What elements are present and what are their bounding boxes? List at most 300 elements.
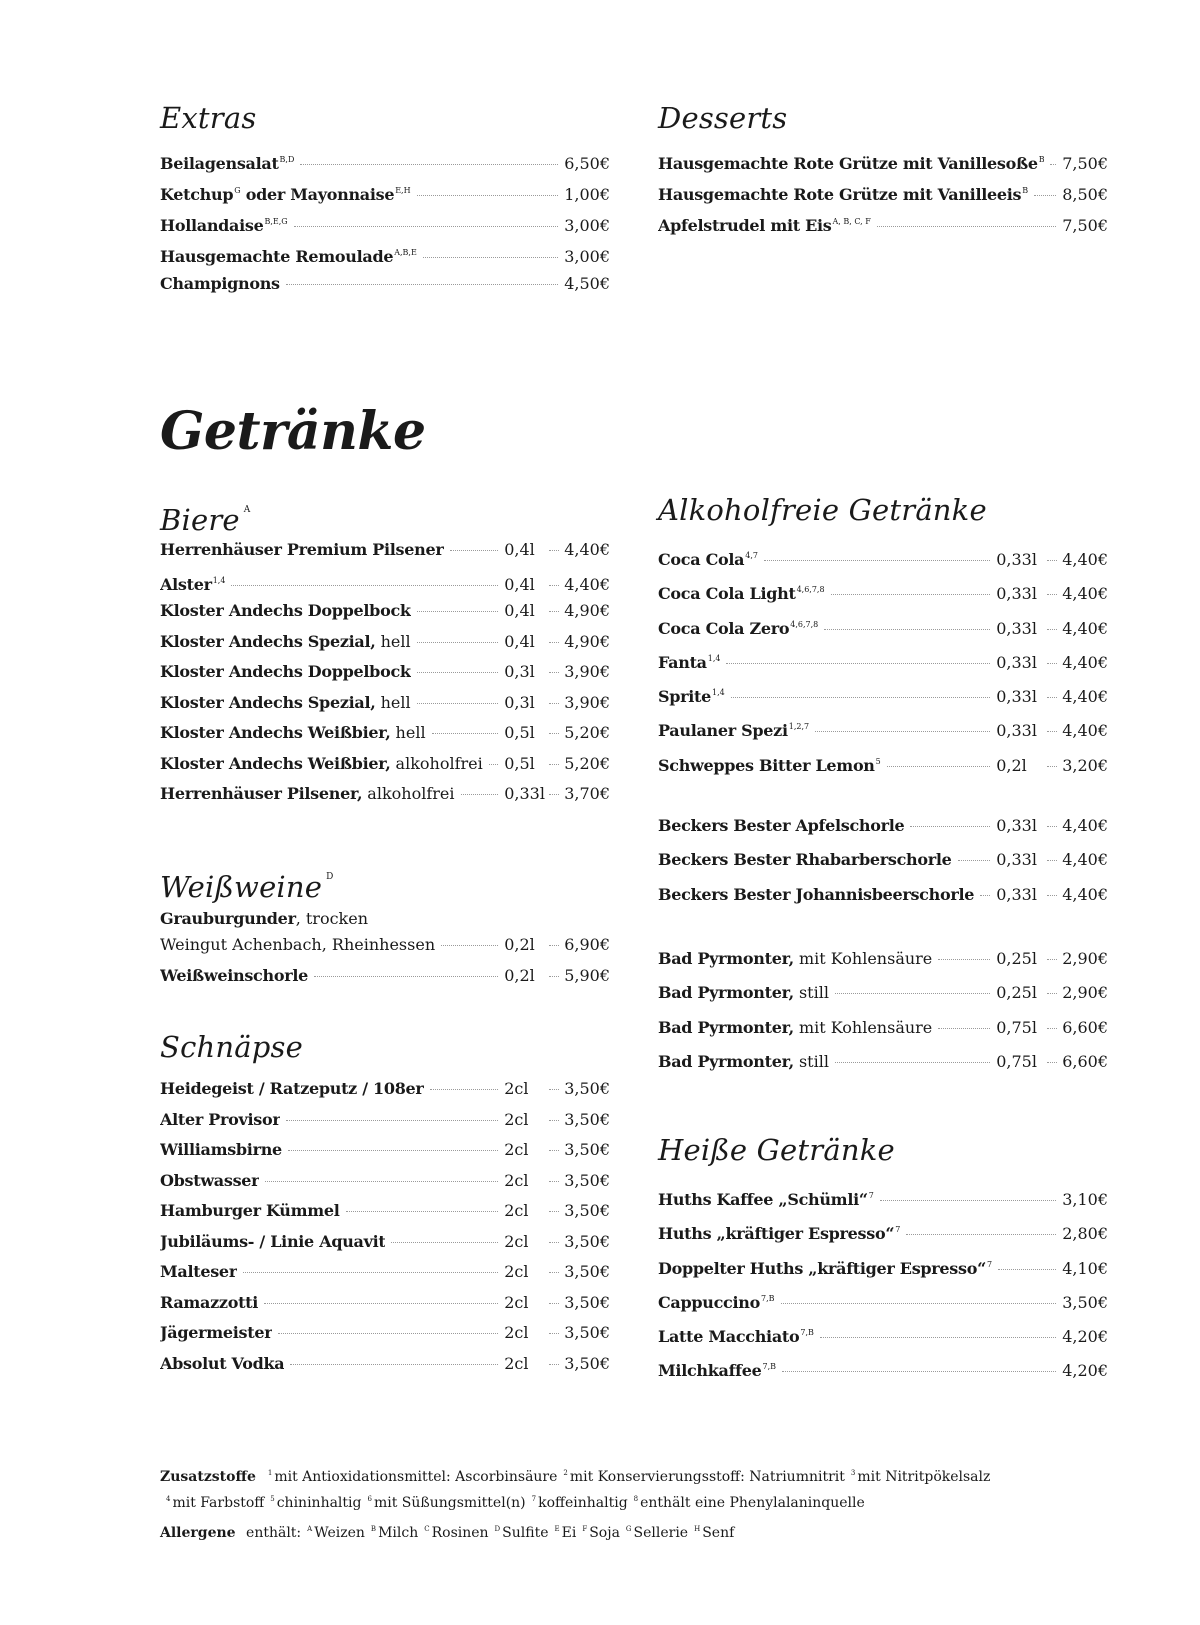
item-name: Kloster Andechs Doppelbock	[160, 662, 411, 681]
item-name: Jubiläums- / Linie Aquavit	[160, 1231, 386, 1251]
menu-item	[160, 179, 610, 210]
item-volume: 0,4l	[504, 574, 535, 594]
menu-item	[658, 715, 1108, 749]
dot-leader-short	[1047, 629, 1057, 630]
item-name: Coca Cola Light	[658, 584, 796, 604]
item-allergens: 7	[987, 1259, 993, 1269]
item-volume: 0,25l	[996, 983, 1037, 1003]
item-allergens: 7,B	[762, 1362, 777, 1372]
menu-item	[658, 1016, 1108, 1050]
dot-leader	[820, 1337, 1056, 1338]
dot-leader	[980, 895, 990, 896]
menu-item	[658, 210, 1108, 241]
dot-leader-short	[1047, 860, 1057, 861]
menu-item	[658, 647, 1108, 681]
item-volume: 2cl	[504, 1262, 529, 1281]
item-price: 6,60€	[1062, 1017, 1108, 1037]
dot-leader	[764, 560, 990, 561]
item-name: Weißweinschorle	[160, 965, 308, 985]
item-price: 4,40€	[1062, 618, 1108, 638]
biere-list	[160, 538, 610, 813]
note-marker: 5	[270, 1495, 275, 1503]
dot-leader-short	[1047, 826, 1057, 827]
item-volume: 0,5l	[504, 723, 535, 742]
menu-item	[160, 538, 610, 569]
note-marker: B	[370, 1525, 377, 1533]
item-detail: hell	[375, 631, 411, 651]
dot-leader	[450, 550, 499, 551]
alkoholfrei-list-wasser	[658, 947, 1108, 1084]
item-price: 4,40€	[1062, 687, 1108, 707]
item-name: Huths Kaffee „Schümli“	[658, 1190, 868, 1209]
dot-leader	[264, 1303, 498, 1304]
menu-item	[160, 599, 610, 630]
note-text: enthält eine Phenylalaninquelle	[640, 1495, 865, 1511]
item-price: 4,20€	[1062, 1327, 1108, 1347]
alkoholfrei-title: Alkoholfreie Getränke	[658, 493, 987, 527]
item-volume: 0,3l	[504, 662, 535, 681]
item-price: 4,40€	[1062, 652, 1108, 672]
item-detail: still	[793, 983, 829, 1003]
dot-leader	[417, 703, 499, 704]
dot-leader	[417, 672, 499, 673]
item-volume: 0,75l	[996, 1051, 1037, 1071]
dot-leader	[726, 663, 990, 664]
item-price: 4,40€	[1062, 721, 1108, 741]
additives-line-2	[160, 1488, 1120, 1514]
dot-leader	[417, 195, 559, 196]
allergens-prefix: enthält:	[246, 1525, 302, 1541]
item-price: 3,00€	[564, 247, 610, 266]
menu-item	[658, 544, 1108, 578]
item-name: Kloster Andechs Weißbier,	[160, 723, 391, 742]
dot-leader	[887, 766, 990, 767]
item-allergens-2: E,H	[395, 186, 411, 195]
item-name: Bad Pyrmonter,	[658, 1017, 794, 1037]
item-name: Kloster Andechs Spezial,	[160, 631, 376, 651]
item-name: Coca Cola	[658, 550, 745, 569]
item-name: Herrenhäuser Pilsener,	[160, 784, 363, 803]
menu-item	[160, 148, 610, 179]
dot-leader	[243, 1272, 498, 1273]
dot-leader	[300, 164, 558, 165]
item-price: 3,90€	[564, 662, 610, 681]
dot-leader	[430, 1089, 499, 1090]
dot-leader	[731, 697, 990, 698]
item-volume: 2cl	[504, 1353, 529, 1373]
item-volume: 0,33l	[996, 550, 1037, 569]
item-price: 2,90€	[1062, 948, 1108, 968]
item-price: 4,40€	[1062, 850, 1108, 870]
item-price: 8,50€	[1062, 185, 1108, 204]
item-name: Huths „kräftiger Espresso“	[658, 1224, 895, 1244]
dot-leader	[781, 1303, 1057, 1304]
menu-item	[658, 179, 1108, 210]
item-price: 3,50€	[564, 1292, 610, 1312]
menu-item	[160, 1291, 610, 1322]
dot-leader	[432, 733, 499, 734]
item-name: Beilagensalat	[160, 154, 279, 173]
item-name: Hollandaise	[160, 216, 264, 235]
menu-item	[160, 782, 610, 813]
item-name: Kloster Andechs Doppelbock	[160, 601, 411, 620]
menu-item	[160, 1260, 610, 1291]
dot-leader	[877, 226, 1056, 227]
dot-leader	[835, 993, 990, 994]
item-price: 3,50€	[1062, 1292, 1108, 1312]
item-price: 1,00€	[564, 185, 610, 204]
dot-leader-short	[1047, 766, 1057, 767]
note-text: Ei	[561, 1525, 577, 1541]
weissweine-section	[160, 857, 610, 994]
dot-leader	[290, 1364, 498, 1365]
item-name: Fanta	[658, 652, 707, 672]
menu-item	[160, 933, 610, 964]
item-name: Apfelstrudel mit Eis	[658, 216, 832, 235]
item-allergens: 5	[875, 756, 881, 766]
dot-leader-short	[549, 1242, 559, 1243]
item-volume: 0,33l	[996, 584, 1037, 604]
dot-leader-short	[1047, 1062, 1057, 1063]
item-detail: Weingut Achenbach, Rheinhessen	[160, 935, 436, 954]
note-marker: 8	[633, 1495, 639, 1503]
item-volume: 2cl	[504, 1231, 529, 1251]
note-marker: 7	[531, 1495, 537, 1503]
item-price: 3,50€	[564, 1323, 610, 1342]
menu-item	[160, 241, 610, 272]
item-allergens: G	[234, 186, 241, 195]
dot-leader	[278, 1333, 498, 1334]
item-allergens: B	[1038, 155, 1045, 164]
item-name: Ketchup	[160, 185, 234, 204]
dot-leader-short	[1047, 895, 1057, 896]
item-name: Kloster Andechs Weißbier,	[160, 753, 391, 773]
desserts-list	[658, 148, 1108, 241]
item-price: 3,00€	[564, 216, 610, 235]
item-name: Bad Pyrmonter,	[658, 1051, 794, 1071]
note-text: mit Süßungsmittel(n)	[373, 1495, 526, 1511]
item-volume: 0,33l	[996, 816, 1037, 836]
dot-leader-short	[549, 945, 559, 946]
item-allergens: B,D	[279, 155, 295, 164]
item-allergens: 7	[895, 1225, 901, 1235]
desserts-section	[658, 98, 1108, 241]
alkoholfrei-list-softdrinks	[658, 544, 1108, 784]
item-name: Hamburger Kümmel	[160, 1201, 340, 1220]
item-price: 2,80€	[1062, 1224, 1108, 1244]
dot-leader-short	[549, 703, 559, 704]
dot-leader-short	[549, 1120, 559, 1121]
dot-leader-short	[1047, 959, 1057, 960]
item-price: 5,20€	[564, 723, 610, 742]
item-volume: 0,3l	[504, 692, 535, 712]
menu-item	[160, 210, 610, 241]
dot-leader-short	[549, 1272, 559, 1273]
item-name: Coca Cola Zero	[658, 618, 790, 638]
item-volume: 0,4l	[504, 601, 535, 620]
dot-leader	[391, 1242, 498, 1243]
dot-leader	[958, 860, 991, 861]
item-name: Hausgemachte Remoulade	[160, 247, 394, 266]
item-volume: 0,33l	[504, 784, 545, 803]
dot-leader-short	[1047, 663, 1057, 664]
menu-item	[160, 1230, 610, 1261]
item-allergens: A, B, C, F	[832, 217, 871, 226]
menu-item	[658, 578, 1108, 612]
dot-leader	[461, 794, 499, 795]
item-price: 4,10€	[1062, 1258, 1108, 1278]
note-text: mit Nitritpökelsalz	[857, 1469, 991, 1485]
note-text: koffeinhaltig	[538, 1495, 628, 1511]
biere-allergens: A	[243, 505, 251, 515]
dot-leader-short	[549, 672, 559, 673]
item-price: 4,40€	[564, 574, 610, 594]
dot-leader	[824, 629, 990, 630]
item-price: 3,50€	[564, 1109, 610, 1129]
menu-item	[658, 1253, 1108, 1287]
menu-item	[658, 848, 1108, 882]
item-name: Alter Provisor	[160, 1109, 281, 1129]
note-text: chininhaltig	[276, 1495, 362, 1511]
schnaepse-section	[160, 1027, 610, 1382]
menu-item	[658, 947, 1108, 981]
dot-leader-short	[1047, 1028, 1057, 1029]
alkoholfrei-section	[658, 490, 1108, 1084]
item-name: Sprite	[658, 687, 712, 707]
note-text: Sulfite	[502, 1525, 549, 1541]
dot-leader-short	[549, 1211, 559, 1212]
weissweine-title: Weißweine	[160, 870, 323, 904]
dot-leader-short	[549, 1303, 559, 1304]
wine-description	[160, 907, 610, 933]
dot-leader	[231, 585, 498, 586]
menu-item	[658, 681, 1108, 715]
item-volume: 2cl	[504, 1079, 529, 1098]
dot-leader	[998, 1269, 1056, 1270]
item-allergens: 4,7	[745, 551, 758, 560]
item-volume: 0,2l	[996, 755, 1027, 775]
item-name: Paulaner Spezi	[658, 721, 788, 741]
item-detail: still	[793, 1051, 829, 1071]
item-price: 4,20€	[1062, 1361, 1108, 1381]
note-marker: 6	[367, 1495, 372, 1503]
dot-leader-short	[549, 642, 559, 643]
schnaepse-title: Schnäpse	[160, 1030, 303, 1064]
weissweine-list	[160, 933, 610, 994]
note-marker: H	[694, 1525, 701, 1533]
dot-leader	[815, 731, 990, 732]
menu-item	[160, 752, 610, 783]
menu-item	[658, 1218, 1108, 1252]
note-marker: G	[625, 1525, 632, 1533]
note-marker: E	[554, 1525, 560, 1533]
dot-leader	[489, 764, 498, 765]
dot-leader	[831, 594, 991, 595]
note-marker: F	[582, 1525, 588, 1533]
dot-leader-short	[549, 794, 559, 795]
item-price: 3,10€	[1062, 1190, 1108, 1209]
item-price: 3,50€	[564, 1140, 610, 1159]
item-volume: 0,2l	[504, 965, 535, 985]
item-name: Jägermeister	[160, 1323, 273, 1342]
schnaepse-list	[160, 1077, 610, 1382]
item-name: Milchkaffee	[658, 1361, 762, 1381]
dot-leader	[1034, 195, 1056, 196]
dot-leader	[906, 1234, 1056, 1235]
note-text: Rosinen	[431, 1525, 489, 1541]
dot-leader	[346, 1211, 499, 1212]
note-marker: D	[494, 1525, 501, 1533]
item-price: 4,40€	[1062, 584, 1108, 604]
note-marker: 4	[166, 1495, 171, 1503]
menu-item	[658, 750, 1108, 784]
item-volume: 2cl	[504, 1292, 529, 1312]
menu-item	[160, 691, 610, 722]
item-detail: mit Kohlensäure	[793, 948, 933, 968]
menu-item	[160, 721, 610, 752]
additives-label: Zusatzstoffe	[160, 1469, 256, 1485]
menu-item	[658, 613, 1108, 647]
dot-leader	[314, 976, 498, 977]
item-price: 6,90€	[564, 935, 610, 954]
menu-item	[160, 1138, 610, 1169]
dot-leader	[265, 1181, 498, 1182]
item-allergens: B	[1022, 186, 1029, 195]
biere-title: Biere	[160, 503, 240, 537]
item-volume: 2cl	[504, 1201, 529, 1220]
item-allergens: 7	[868, 1191, 874, 1200]
dot-leader-short	[549, 1089, 559, 1090]
item-volume: 0,25l	[996, 948, 1037, 968]
menu-item	[658, 1321, 1108, 1355]
note-marker: A	[307, 1525, 313, 1533]
item-price: 4,50€	[564, 274, 610, 293]
item-volume: 2cl	[504, 1140, 529, 1159]
dot-leader-short	[549, 764, 559, 765]
menu-item	[160, 569, 610, 600]
dot-leader-short	[549, 585, 559, 586]
item-volume: 2cl	[504, 1323, 529, 1342]
item-name: Champignons	[160, 274, 280, 293]
dot-leader-short	[549, 1181, 559, 1182]
menu-item	[160, 272, 610, 303]
note-marker: 1	[267, 1469, 273, 1477]
item-allergens: 7,B	[760, 1293, 775, 1303]
item-price: 3,50€	[564, 1262, 610, 1281]
dot-leader-short	[1047, 697, 1057, 698]
additives-line-1	[160, 1462, 1120, 1488]
item-volume: 0,33l	[996, 652, 1037, 672]
item-price: 7,50€	[1062, 154, 1108, 173]
heisse-title: Heiße Getränke	[658, 1133, 895, 1167]
item-allergens: 4,6,7,8	[790, 619, 819, 629]
item-name: Beckers Bester Rhabarberschorle	[658, 850, 952, 870]
note-text: mit Konservierungsstoff: Natriumnitrit	[569, 1469, 845, 1485]
footnotes	[160, 1462, 1120, 1544]
item-name: Absolut Vodka	[160, 1353, 285, 1373]
dot-leader	[782, 1371, 1056, 1372]
allergens-label: Allergene	[160, 1525, 236, 1541]
dot-leader-short	[549, 1150, 559, 1151]
item-name: Heidegeist / Ratzeputz / 108er	[160, 1079, 424, 1098]
menu-item	[658, 1355, 1108, 1389]
item-name: Latte Macchiato	[658, 1327, 800, 1347]
dot-leader-short	[549, 550, 559, 551]
dot-leader	[938, 959, 990, 960]
item-detail: alkoholfrei	[390, 753, 483, 773]
desserts-title: Desserts	[658, 101, 788, 135]
item-price: 6,50€	[564, 154, 610, 173]
extras-section	[160, 98, 610, 303]
item-allergens: 1,2,7	[788, 722, 810, 732]
extras-title: Extras	[160, 101, 257, 135]
dot-leader-short	[1047, 594, 1057, 595]
item-price: 4,90€	[564, 631, 610, 651]
item-name: Beckers Bester Johannisbeerschorle	[658, 884, 975, 904]
item-name: Bad Pyrmonter,	[658, 948, 794, 968]
heisse-section	[658, 1130, 1108, 1390]
weissweine-allergens: D	[326, 872, 334, 882]
menu-item	[658, 148, 1108, 179]
item-volume: 0,4l	[504, 540, 535, 559]
item-allergens: 7,B	[800, 1328, 814, 1338]
dot-leader	[835, 1062, 990, 1063]
item-price: 6,60€	[1062, 1051, 1108, 1071]
item-price: 3,50€	[564, 1353, 610, 1373]
extras-list	[160, 148, 610, 303]
item-name: Malteser	[160, 1262, 237, 1281]
dot-leader-short	[549, 611, 559, 612]
note-text: Milch	[378, 1525, 419, 1541]
item-name: Williamsbirne	[160, 1140, 282, 1159]
item-detail: hell	[375, 692, 411, 712]
menu-item	[160, 1108, 610, 1139]
item-volume: 2cl	[504, 1170, 529, 1190]
item-name: Doppelter Huths „kräftiger Espresso“	[658, 1258, 986, 1278]
menu-item	[160, 630, 610, 661]
item-price: 5,90€	[564, 965, 610, 985]
dot-leader-short	[549, 733, 559, 734]
item-volume: 0,33l	[996, 687, 1037, 707]
item-price: 3,20€	[1062, 755, 1108, 775]
item-price: 4,40€	[1062, 550, 1108, 569]
item-price: 5,20€	[564, 753, 610, 773]
dot-leader-short	[1047, 993, 1057, 994]
item-name: Kloster Andechs Spezial,	[160, 692, 376, 712]
item-name: Bad Pyrmonter,	[658, 983, 794, 1003]
item-name-2: oder Mayonnaise	[245, 185, 395, 204]
dot-leader	[423, 257, 558, 258]
menu-item	[160, 1321, 610, 1352]
item-price: 4,90€	[564, 601, 610, 620]
note-marker: C	[424, 1525, 430, 1533]
biere-section	[160, 490, 610, 813]
menu-item	[160, 1169, 610, 1200]
item-volume: 0,75l	[996, 1017, 1037, 1037]
dot-leader	[288, 1150, 498, 1151]
dot-leader	[441, 945, 498, 946]
note-marker: 2	[563, 1469, 568, 1477]
item-volume: 0,5l	[504, 753, 535, 773]
alkoholfrei-list-schorlen	[658, 814, 1108, 917]
menu-item	[658, 981, 1108, 1015]
item-price: 2,90€	[1062, 983, 1108, 1003]
item-name: Herrenhäuser Premium Pilsener	[160, 540, 444, 559]
wine-name: Grauburgunder	[160, 909, 296, 928]
item-volume: 0,33l	[996, 618, 1037, 638]
page-title: Getränke	[160, 401, 426, 462]
dot-leader-short	[549, 976, 559, 977]
